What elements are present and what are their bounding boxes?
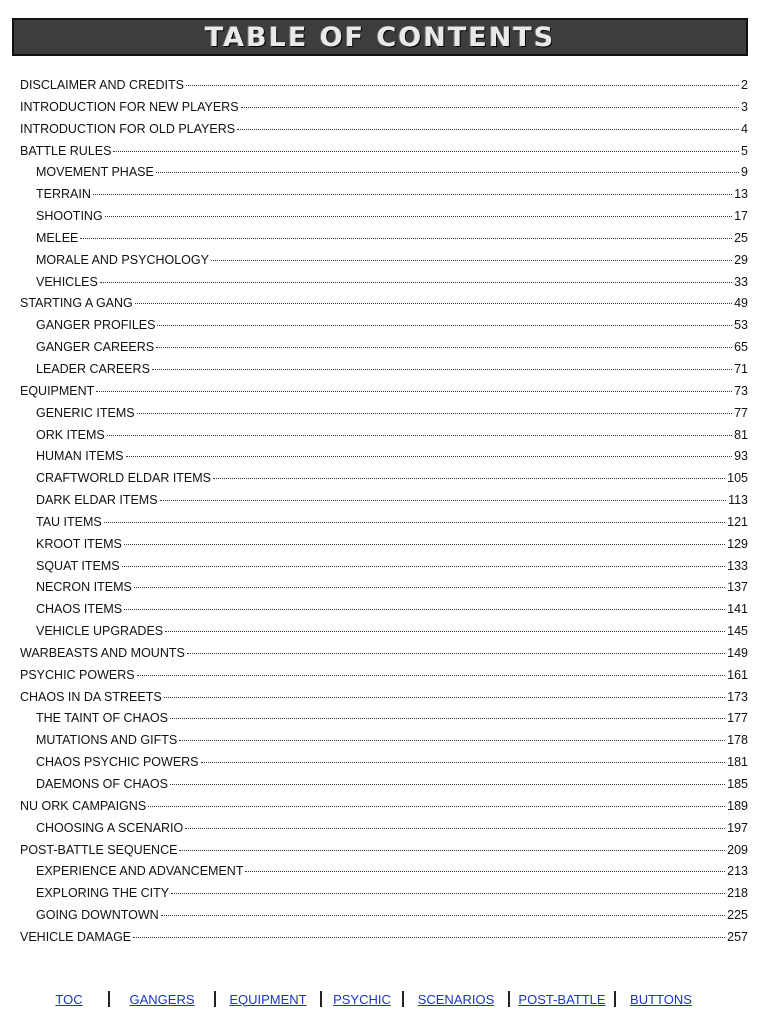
toc-entry[interactable] — [20, 512, 748, 534]
toc-entry[interactable] — [20, 250, 748, 272]
toc-entry[interactable] — [20, 818, 748, 840]
toc-entry[interactable] — [20, 228, 748, 250]
nav-link-scenarios[interactable]: SCENARIOS — [417, 991, 495, 1007]
toc-entry-label: MOVEMENT PHASE — [36, 165, 154, 180]
toc-entry-page: 49 — [734, 296, 748, 311]
toc-entry-label: THE TAINT OF CHAOS — [36, 711, 168, 726]
toc-entry-page: 185 — [727, 777, 748, 791]
toc-entry-label: ORK ITEMS — [36, 427, 105, 442]
toc-entry-page: 17 — [734, 209, 748, 224]
dot-leader — [185, 827, 725, 829]
toc-entry[interactable] — [20, 861, 748, 883]
nav-link-psychic[interactable]: PSYCHIC — [333, 991, 391, 1007]
toc-entry-page: 181 — [727, 755, 748, 770]
toc-entry[interactable] — [20, 162, 748, 184]
toc-entry-label: TAU ITEMS — [36, 514, 102, 529]
toc-entry-page: 161 — [727, 667, 748, 682]
title-banner — [12, 18, 748, 56]
toc-entry[interactable] — [20, 730, 748, 752]
toc-entry[interactable] — [20, 556, 748, 578]
toc-entry[interactable] — [20, 119, 748, 141]
toc-entry-label: MORALE AND PSYCHOLOGY — [36, 252, 209, 267]
toc-entry[interactable] — [20, 141, 748, 163]
toc-entry[interactable] — [20, 708, 748, 730]
dot-leader — [201, 761, 726, 763]
page-title: TABLE OF CONTENTS — [204, 21, 556, 53]
dot-leader — [161, 914, 725, 916]
dot-leader — [187, 652, 725, 654]
toc-entry-page: 197 — [727, 820, 748, 835]
toc-entry[interactable] — [20, 599, 748, 621]
toc-entry-label: BATTLE RULES — [20, 143, 112, 158]
toc-entry[interactable] — [20, 446, 748, 468]
toc-entry-label: NU ORK CAMPAIGNS — [20, 798, 147, 813]
dot-leader — [152, 368, 732, 370]
toc-entry-page: 53 — [734, 318, 748, 333]
toc-entry-label: GOING DOWNTOWN — [36, 908, 159, 923]
toc-entry-page: 178 — [727, 733, 748, 748]
toc-entry-page: 4 — [741, 121, 748, 136]
toc-entry-page: 25 — [734, 230, 748, 245]
toc-entry-page: 209 — [727, 842, 748, 857]
toc-entry-page: 33 — [734, 274, 748, 289]
toc-entry-label: DISCLAIMER AND CREDITS — [20, 78, 184, 92]
dot-leader — [113, 150, 739, 152]
dot-leader — [241, 106, 740, 108]
dot-leader — [156, 171, 739, 173]
toc-entry[interactable] — [20, 534, 748, 556]
toc-entry[interactable] — [20, 621, 748, 643]
toc-entry-page: 71 — [734, 361, 748, 376]
dot-leader — [164, 696, 725, 698]
toc-entry[interactable] — [20, 337, 748, 359]
toc-entry[interactable] — [20, 577, 748, 599]
nav-link-buttons[interactable]: BUTTONS — [630, 991, 692, 1007]
toc-entry-label: PSYCHIC POWERS — [20, 667, 135, 682]
toc-entry-page: 105 — [727, 471, 748, 486]
toc-entry-label: GANGER PROFILES — [36, 318, 156, 333]
toc-entry[interactable] — [20, 883, 748, 905]
toc-entry-page: 13 — [734, 187, 748, 202]
toc-entry-label: CHAOS IN DA STREETS — [20, 689, 162, 704]
toc-entry[interactable] — [20, 840, 748, 862]
dot-leader — [156, 346, 732, 348]
toc-entry-page: 149 — [727, 645, 748, 660]
toc-entry[interactable] — [20, 293, 748, 315]
toc-entry-label: LEADER CAREERS — [36, 361, 150, 376]
toc-entry-page: 121 — [727, 514, 748, 529]
dot-leader — [237, 128, 739, 130]
nav-link-equipment[interactable]: EQUIPMENT — [229, 991, 307, 1007]
dot-leader — [96, 390, 732, 392]
toc-entry-label: CRAFTWORLD ELDAR ITEMS — [36, 471, 212, 486]
toc-entry[interactable] — [20, 927, 748, 949]
toc-entry-page: 213 — [727, 864, 748, 879]
dot-leader — [170, 717, 725, 719]
toc-entry-page: 65 — [734, 340, 748, 355]
toc-entry[interactable] — [20, 665, 748, 687]
dot-leader — [165, 630, 725, 632]
toc-entry-page: 93 — [734, 449, 748, 464]
toc-entry-page: 137 — [727, 580, 748, 595]
toc-entry-page: 73 — [734, 383, 748, 398]
toc-entry[interactable] — [20, 206, 748, 228]
dot-leader — [171, 892, 725, 894]
toc-entry[interactable] — [20, 905, 748, 927]
dot-leader — [122, 565, 726, 567]
dot-leader — [104, 521, 725, 523]
toc-entry-label: DARK ELDAR ITEMS — [36, 493, 158, 508]
toc-entry-label: MUTATIONS AND GIFTS — [36, 733, 178, 748]
toc-entry-label: NECRON ITEMS — [36, 580, 132, 595]
dot-leader — [134, 586, 725, 588]
dot-leader — [80, 237, 732, 239]
dot-leader — [157, 324, 732, 326]
toc-entry-label: HUMAN ITEMS — [36, 449, 124, 464]
dot-leader — [126, 455, 733, 457]
toc-entry-page: 77 — [734, 405, 748, 420]
toc-entry-page: 81 — [734, 427, 748, 442]
dot-leader — [124, 543, 725, 545]
toc-entry-label: INTRODUCTION FOR NEW PLAYERS — [20, 99, 239, 114]
toc-entry[interactable] — [20, 75, 748, 97]
toc-entry-page: 257 — [727, 929, 748, 944]
toc-entry-label: CHAOS PSYCHIC POWERS — [36, 755, 199, 770]
dot-leader — [179, 849, 725, 851]
dot-leader — [133, 936, 725, 938]
toc-entry[interactable] — [20, 774, 748, 796]
dot-leader — [213, 477, 725, 479]
dot-leader — [211, 259, 732, 261]
toc-entry[interactable] — [20, 752, 748, 774]
toc-entry-page: 129 — [727, 536, 748, 551]
toc-entry-label: DAEMONS OF CHAOS — [36, 777, 168, 791]
toc-entry-page: 177 — [727, 711, 748, 726]
toc-entry[interactable] — [20, 490, 748, 512]
toc-entry-page: 2 — [741, 78, 748, 92]
dot-leader — [105, 215, 732, 217]
toc-entry-page: 225 — [727, 908, 748, 923]
toc-entry[interactable] — [20, 687, 748, 709]
toc-entry[interactable] — [20, 403, 748, 425]
dot-leader — [135, 302, 732, 304]
toc-entry-page: 145 — [727, 624, 748, 639]
toc-entry-page: 5 — [741, 143, 748, 158]
toc-entry[interactable] — [20, 359, 748, 381]
bottom-navigation — [30, 988, 750, 1010]
nav-link-post-battle[interactable]: POST-BATTLE — [518, 991, 606, 1007]
toc-entry-label: WARBEASTS AND MOUNTS — [20, 645, 185, 660]
nav-link-toc[interactable]: TOC — [55, 991, 83, 1007]
toc-entry-page: 9 — [741, 165, 748, 180]
toc-entry-label: GENERIC ITEMS — [36, 405, 135, 420]
toc-entry-label: CHAOS ITEMS — [36, 602, 123, 617]
dot-leader — [93, 193, 732, 195]
dot-leader — [107, 434, 732, 436]
toc-entry[interactable] — [20, 381, 748, 403]
toc-entry[interactable] — [20, 184, 748, 206]
toc-entry-page: 29 — [734, 252, 748, 267]
toc-entry[interactable] — [20, 796, 748, 818]
toc-entry-page: 113 — [728, 493, 748, 508]
dot-leader — [160, 499, 727, 501]
toc-entry-label: STARTING A GANG — [20, 296, 133, 311]
toc-entry-page: 173 — [727, 689, 748, 704]
toc-entry-label: SQUAT ITEMS — [36, 558, 120, 573]
dot-leader — [170, 783, 725, 785]
toc-entry-label: POST-BATTLE SEQUENCE — [20, 842, 178, 857]
toc-entry[interactable] — [20, 97, 748, 119]
toc-entry-label: EXPERIENCE AND ADVANCEMENT — [36, 864, 244, 879]
nav-link-gangers[interactable]: GANGERS — [129, 991, 195, 1007]
toc-entry[interactable] — [20, 315, 748, 337]
toc-entry-label: SHOOTING — [36, 209, 103, 224]
toc-entry-label: VEHICLES — [36, 274, 98, 289]
toc-entry[interactable] — [20, 643, 748, 665]
toc-entry-page: 133 — [727, 558, 748, 573]
dot-leader — [124, 608, 725, 610]
toc-entry-label: TERRAIN — [36, 187, 91, 202]
toc-entry-page: 218 — [727, 886, 748, 901]
toc-entry[interactable] — [20, 272, 748, 294]
table-of-contents — [20, 75, 748, 949]
toc-entry-label: EXPLORING THE CITY — [36, 886, 170, 901]
toc-entry-page: 189 — [727, 798, 748, 813]
toc-entry-page: 3 — [741, 99, 748, 114]
toc-entry-label: VEHICLE UPGRADES — [36, 624, 164, 639]
toc-entry-label: KROOT ITEMS — [36, 536, 122, 551]
toc-entry-page: 141 — [727, 602, 748, 617]
toc-entry-label: MELEE — [36, 230, 79, 245]
dot-leader — [245, 870, 725, 872]
dot-leader — [148, 805, 725, 807]
dot-leader — [186, 84, 739, 86]
toc-entry-label: INTRODUCTION FOR OLD PLAYERS — [20, 121, 236, 136]
toc-entry[interactable] — [20, 468, 748, 490]
toc-entry-label: GANGER CAREERS — [36, 340, 155, 355]
toc-entry-label: VEHICLE DAMAGE — [20, 929, 132, 944]
toc-entry-label: CHOOSING A SCENARIO — [36, 820, 184, 835]
toc-entry[interactable] — [20, 425, 748, 447]
dot-leader — [179, 739, 725, 741]
dot-leader — [137, 412, 732, 414]
dot-leader — [100, 281, 732, 283]
toc-entry-label: EQUIPMENT — [20, 383, 95, 398]
dot-leader — [137, 674, 726, 676]
